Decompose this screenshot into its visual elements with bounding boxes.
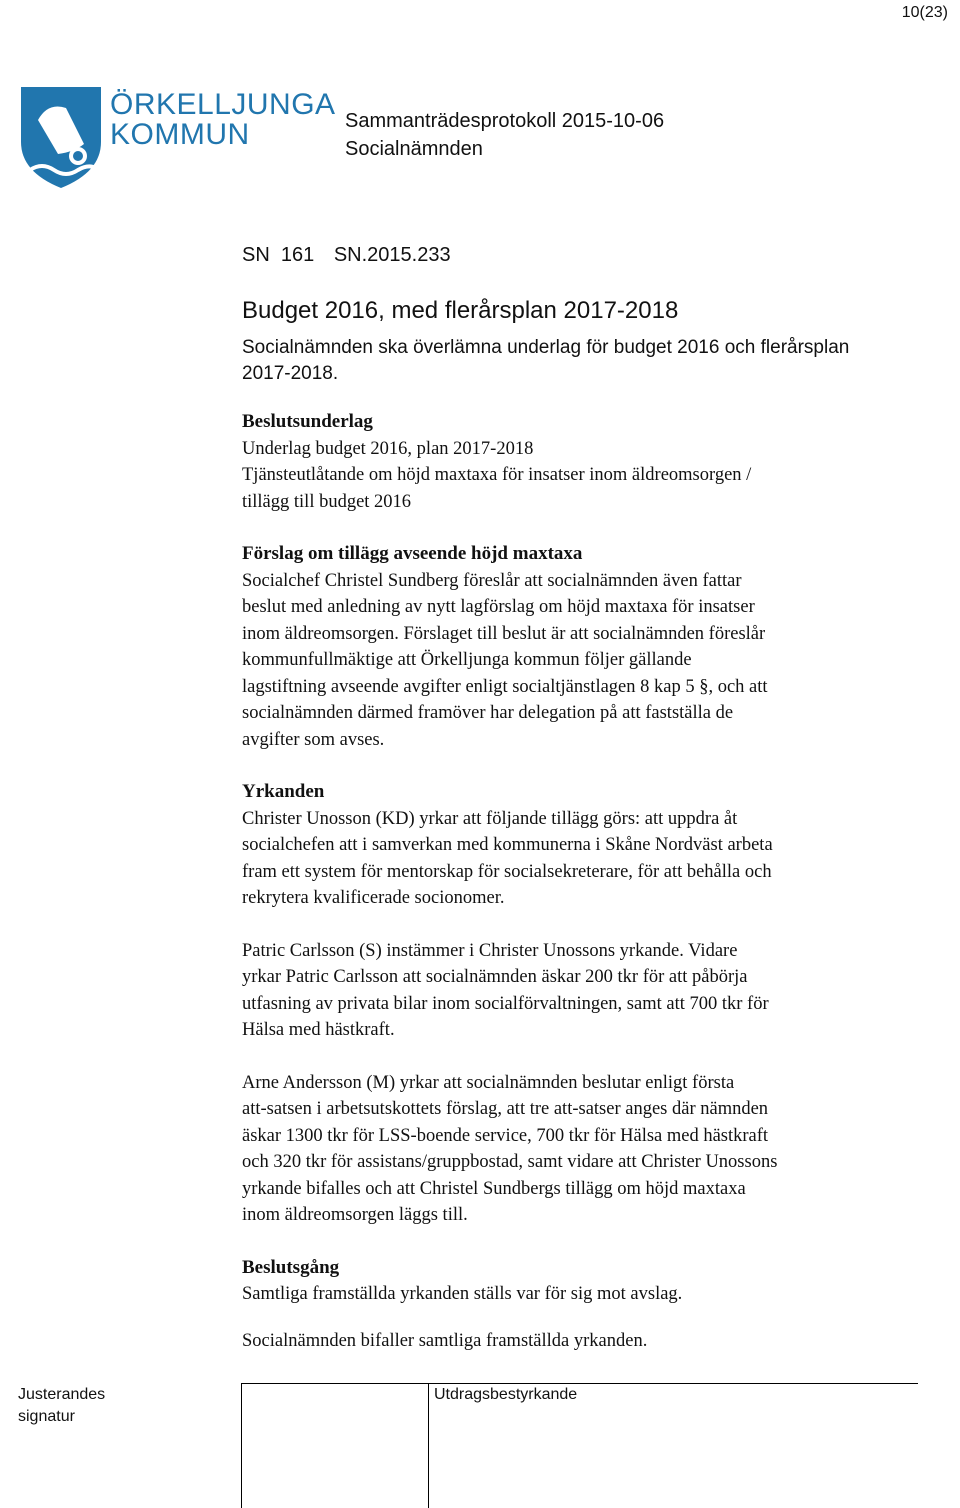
yrkanden-heading: Yrkanden bbox=[242, 781, 325, 802]
forslag-text: Socialchef Christel Sundberg föreslår att socialnämnden även fattar beslut med anledning av nytt lagförslag om höjd maxtaxa för insatser inom äldreomsorgen. Förslaget till beslut är att socialnämnden föreslår kommunfullmäktige att Örkelljunga kommun följer gällande lagstiftning avseende avgifter enligt socialtjänstlagen 8 kap 5 §, och att socialnämnden därmed framöver har delegation på att fastställa de avgifter som avses. bbox=[242, 570, 768, 750]
footer-divider bbox=[242, 1383, 918, 1384]
case-number: SN 161 bbox=[242, 244, 315, 266]
beslutsunderlag-list: Underlag budget 2016, plan 2017-2018 Tjänsteutlåtande om höjd maxtaxa för insatser inom äldreomsorgen / tillägg till budget 2016 bbox=[242, 438, 752, 512]
forslag-heading: Förslag om tillägg avseende höjd maxtaxa bbox=[242, 543, 583, 564]
signature-label: Justerandes signatur bbox=[18, 1386, 106, 1425]
logo-line-1: ÖRKELLJUNGA bbox=[110, 88, 336, 121]
case-reference: SN.2015.233 bbox=[333, 244, 451, 266]
beslutsunderlag-heading: Beslutsunderlag bbox=[242, 411, 373, 432]
logo-text bbox=[110, 90, 336, 150]
logo-line-2: KOMMUN bbox=[110, 118, 250, 151]
decision-text: Socialnämnden bifaller samtliga framställda yrkanden. bbox=[242, 1330, 648, 1351]
signature-box-divider bbox=[428, 1383, 429, 1508]
case-identifier bbox=[242, 244, 922, 267]
page-number: 10(23) bbox=[901, 4, 948, 21]
committee-name: Socialnämnden bbox=[345, 138, 483, 160]
beslutsgang-text: Samtliga framställda yrkanden ställs var för sig mot avslag. bbox=[242, 1284, 683, 1304]
yrkande-paragraph-3: Arne Andersson (M) yrkar att socialnämnden beslutar enligt första att-satsen i arbetsutskottets förslag, att tre att-satser anges där nämnden äskar 1300 tkr för LSS-boende service, 700 tkr för Hälsa med hästkraft och 320 tkr för assistans/gruppbostad, samt vidare att Christer Unossons yrkande bifalles och att Christel Sundbergs tillägg om höjd maxtaxa inom äldreomsorgen läggs till. bbox=[242, 1072, 778, 1225]
signature-box-left-border bbox=[241, 1383, 242, 1508]
municipal-shield-bell-icon bbox=[18, 84, 104, 190]
extract-label: Utdragsbestyrkande bbox=[434, 1386, 578, 1403]
yrkande-paragraph-2: Patric Carlsson (S) instämmer i Christer Unossons yrkande. Vidare yrkar Patric Carlsson att socialnämnden äskar 200 tkr för att påbörja utfasning av privata bilar inom socialförvaltningen, samt att 700 tkr för Hälsa med hästkraft. bbox=[242, 940, 769, 1040]
intro-text: Socialnämnden ska överlämna underlag för budget 2016 och flerårsplan 2017-2018. bbox=[242, 337, 850, 384]
section-title: Budget 2016, med flerårsplan 2017-2018 bbox=[242, 297, 679, 324]
document-body bbox=[242, 244, 922, 1354]
beslutsgang-heading: Beslutsgång bbox=[242, 1256, 340, 1278]
document-title: Sammanträdesprotokoll 2015-10-06 bbox=[345, 110, 665, 132]
yrkande-paragraph-1: Christer Unosson (KD) yrkar att följande tillägg görs: att uppdra åt socialchefen att i samverkan med kommunerna i Skåne Nordväst arbeta fram ett system för mentorskap för socialsekreterare, för att behålla och rekrytera kvalificerade socionomer. bbox=[242, 808, 773, 908]
